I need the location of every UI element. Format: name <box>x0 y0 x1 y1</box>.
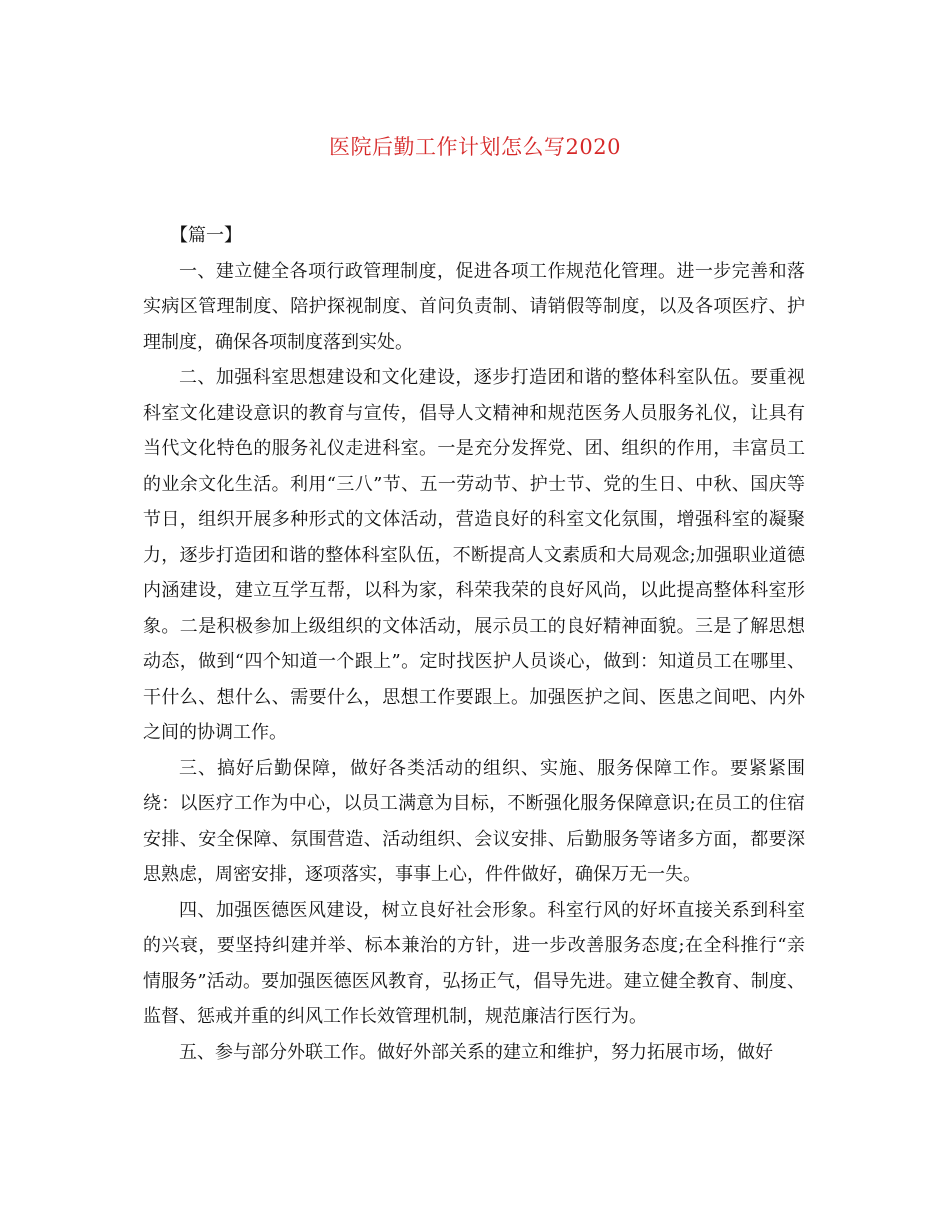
section-label: 【篇一】 <box>170 225 242 246</box>
document-body <box>143 218 805 1070</box>
paragraph-4: 四、加强医德医风建设，树立良好社会形象。科室行风的好坏直接关系到科室的兴衰，要坚持纠建并举、标本兼治的方针，进一步改善服务态度;在全科推行“亲情服务”活动。要加强医德医风教育，弘扬正气，倡导先进。建立健全教育、制度、监督、惩戒并重的纠风工作长效管理机制，规范廉洁行医行为。 <box>143 899 805 1027</box>
paragraph-1: 一、建立健全各项行政管理制度，促进各项工作规范化管理。进一步完善和落实病区管理制度、陪护探视制度、首问负责制、请销假等制度，以及各项医疗、护理制度，确保各项制度落到实处。 <box>143 260 805 353</box>
document-title: 医院后勤工作计划怎么写2020 <box>329 135 621 159</box>
paragraph-2: 二、加强科室思想建设和文化建设，逐步打造团和谐的整体科室队伍。要重视科室文化建设意识的教育与宣传，倡导人文精神和规范医务人员服务礼仪，让具有当代文化特色的服务礼仪走进科室。一是充分发挥党、团、组织的作用，丰富员工的业余文化生活。利用“三八”节、五一劳动节、护士节、党的生日、中秋、国庆等节日，组织开展多种形式的文体活动，营造良好的科室文化氛围，增强科室的凝聚力，逐步打造团和谐的整体科室队伍，不断提高人文素质和大局观念;加强职业道德内涵建设，建立互学互帮，以科为家，科荣我荣的良好风尚，以此提高整体科室形象。二是积极参加上级组织的文体活动，展示员工的良好精神面貌。三是了解思想动态，做到“四个知道一个跟上”。定时找医护人员谈心，做到：知道员工在哪里、干什么、想什么、需要什么，思想工作要跟上。加强医护之间、医患之间吧、内外之间的协调工作。 <box>143 367 805 743</box>
paragraph-5: 五、参与部分外联工作。做好外部关系的建立和维护，努力拓展市场，做好 <box>179 1041 773 1063</box>
paragraph-3: 三、搞好后勤保障，做好各类活动的组织、实施、服务保障工作。要紧紧围绕：以医疗工作为中心，以员工满意为目标，不断强化服务保障意识;在员工的住宿安排、安全保障、氛围营造、活动组织、会议安排、后勤服务等诸多方面，都要深思熟虑，周密安排，逐项落实，事事上心，件件做好，确保万无一失。 <box>143 757 805 885</box>
